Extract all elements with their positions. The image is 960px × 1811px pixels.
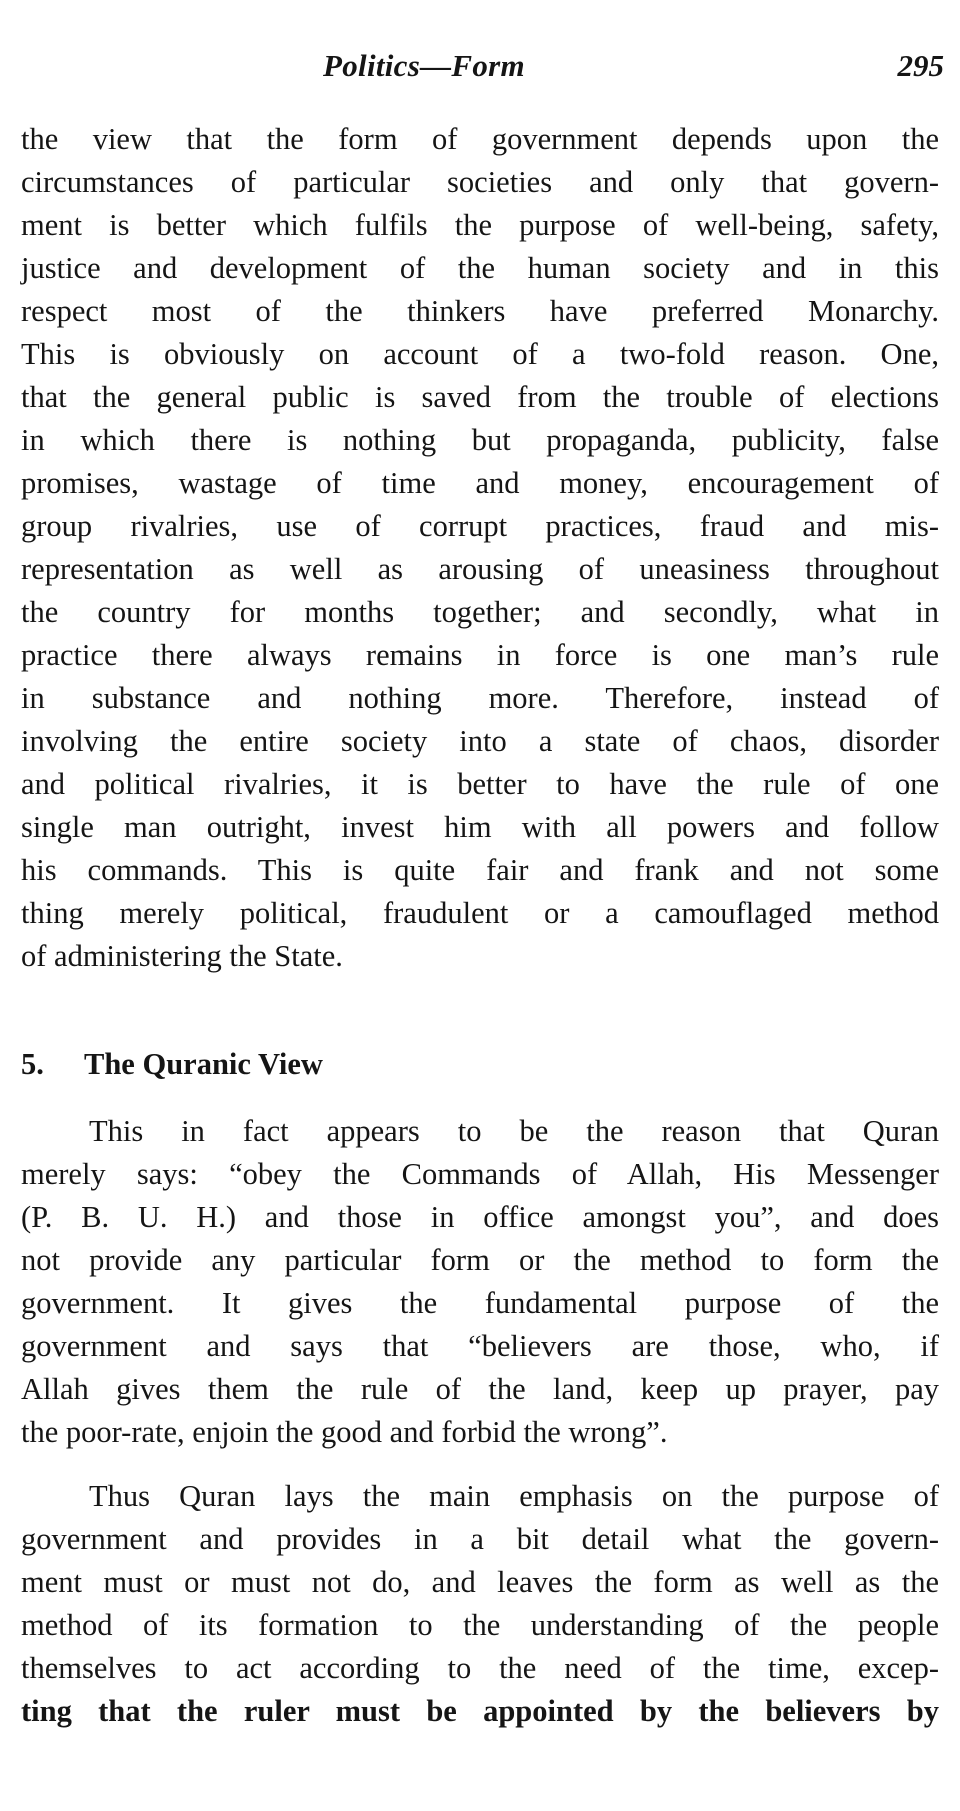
text-line: Allah gives them the rule of the land, keep up prayer, pay bbox=[21, 1372, 939, 1406]
section-title: The Quranic View bbox=[84, 1047, 323, 1081]
text-line: government. It gives the fundamental purpose of the bbox=[21, 1286, 939, 1320]
text-line: and political rivalries, it is better to have the rule of one bbox=[21, 767, 939, 801]
text-line: practice there always remains in force is one man’s rule bbox=[21, 638, 939, 672]
text-line: thing merely political, fraudulent or a camouflaged method bbox=[21, 896, 939, 930]
page-number: 295 bbox=[897, 48, 944, 83]
text-line: in substance and nothing more. Therefore, instead of bbox=[21, 681, 939, 715]
text-line: justice and development of the human society and in this bbox=[21, 251, 939, 285]
text-line: that the general public is saved from the trouble of elections bbox=[21, 380, 939, 414]
running-title: Politics—Form bbox=[323, 48, 525, 83]
text-line: ting that the ruler must be appointed by the believers by bbox=[21, 1694, 939, 1728]
text-line: method of its formation to the understanding of the people bbox=[21, 1608, 939, 1642]
text-line: the view that the form of government depends upon the bbox=[21, 122, 939, 156]
text-line: Thus Quran lays the main emphasis on the purpose of bbox=[89, 1479, 939, 1513]
text-line: circumstances of particular societies and only that govern- bbox=[21, 165, 939, 199]
text-line: of administering the State. bbox=[21, 939, 343, 973]
text-line: themselves to act according to the need of the time, excep- bbox=[21, 1651, 939, 1685]
text-line: not provide any particular form or the method to form the bbox=[21, 1243, 939, 1277]
text-line: representation as well as arousing of uneasiness throughout bbox=[21, 552, 939, 586]
text-line: the country for months together; and secondly, what in bbox=[21, 595, 939, 629]
text-line: (P. B. U. H.) and those in office amongst you”, and does bbox=[21, 1200, 939, 1234]
text-line: single man outright, invest him with all powers and follow bbox=[21, 810, 939, 844]
text-line: respect most of the thinkers have preferred Monarchy. bbox=[21, 294, 939, 328]
text-line: group rivalries, use of corrupt practices, fraud and mis- bbox=[21, 509, 939, 543]
section-heading bbox=[21, 1045, 323, 1083]
running-header bbox=[0, 48, 960, 92]
section-number: 5. bbox=[21, 1047, 44, 1081]
text-line: government and says that “believers are those, who, if bbox=[21, 1329, 939, 1363]
text-line: involving the entire society into a state of chaos, disorder bbox=[21, 724, 939, 758]
text-line: the poor-rate, enjoin the good and forbid the wrong”. bbox=[21, 1415, 668, 1449]
text-line: government and provides in a bit detail what the govern- bbox=[21, 1522, 939, 1556]
text-line: merely says: “obey the Commands of Allah, His Messenger bbox=[21, 1157, 939, 1191]
text-line: promises, wastage of time and money, encouragement of bbox=[21, 466, 939, 500]
text-line: This in fact appears to be the reason that Quran bbox=[89, 1114, 939, 1148]
text-line: ment is better which fulfils the purpose of well-being, safety, bbox=[21, 208, 939, 242]
text-line: in which there is nothing but propaganda, publicity, false bbox=[21, 423, 939, 457]
text-line: ment must or must not do, and leaves the form as well as the bbox=[21, 1565, 939, 1599]
text-line: This is obviously on account of a two-fold reason. One, bbox=[21, 337, 939, 371]
text-line: his commands. This is quite fair and frank and not some bbox=[21, 853, 939, 887]
